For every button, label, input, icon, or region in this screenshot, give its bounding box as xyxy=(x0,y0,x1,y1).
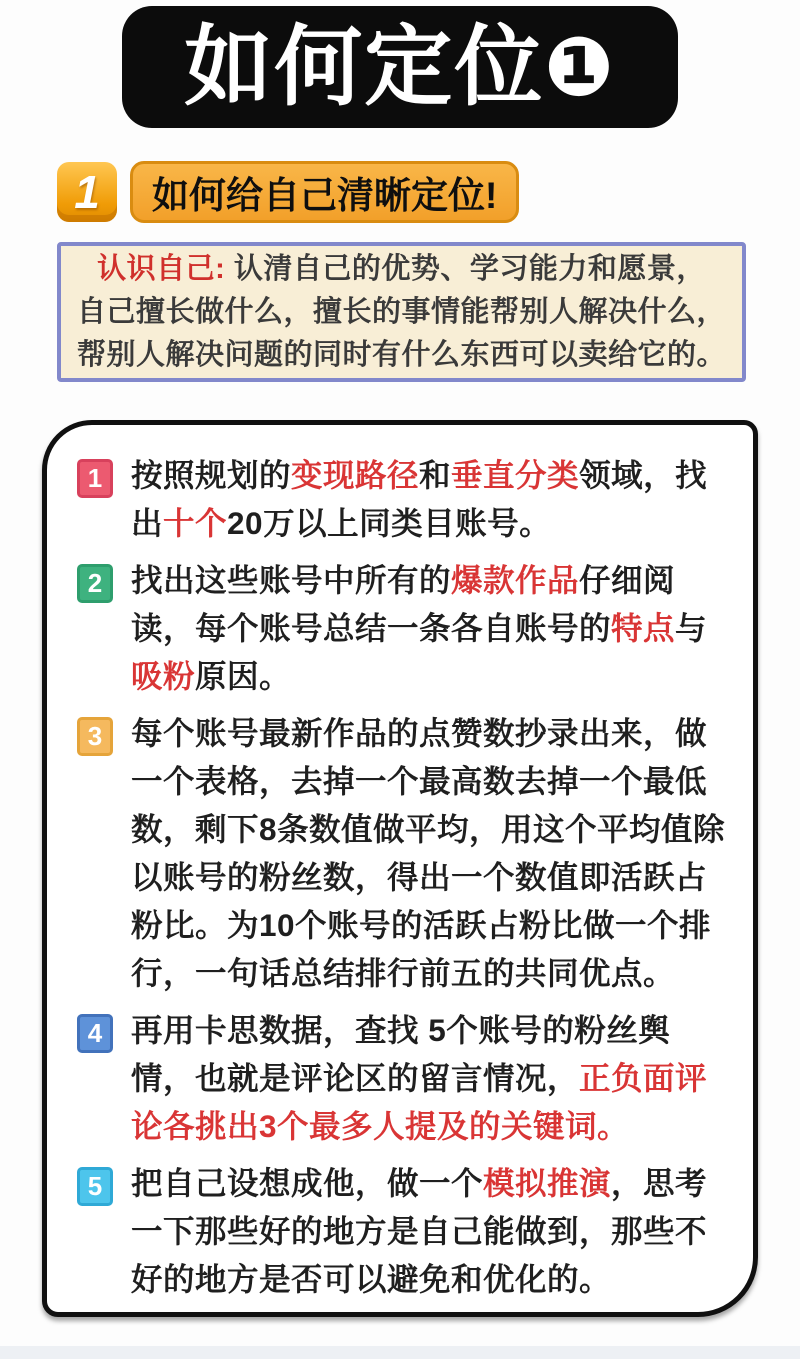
step-text-segment: 再用卡思数据，查找 5个账号的粉丝舆情，也就是评论区的留言情况， xyxy=(131,1012,671,1096)
section-heading-pill: 如何给自己清晰定位! xyxy=(130,161,519,223)
title-bar xyxy=(122,6,678,128)
know-yourself-box xyxy=(57,242,746,382)
circled-one-glyph: ❶ xyxy=(544,22,616,113)
step-text-highlight: 爆款作品 xyxy=(451,562,580,598)
step-text-highlight: 垂直分类 xyxy=(451,457,580,493)
step-number-badge: 5 xyxy=(77,1167,113,1206)
step-text-highlight: 十个 xyxy=(163,505,228,541)
step-number-badge: 1 xyxy=(77,459,113,498)
step-text-segment: 按照规划的 xyxy=(131,457,292,493)
step-text-segment: 领域，找出 xyxy=(131,457,708,541)
step-text-segment: 把自己设想成他，做一个 xyxy=(131,1165,484,1201)
step-text-segment: 找出这些账号中所有的 xyxy=(131,562,452,598)
step-item-4 xyxy=(77,1006,729,1150)
step-text-segment: 仔细阅读，每个账号总结一条各自账号的 xyxy=(131,562,676,646)
step-item-5 xyxy=(77,1159,729,1303)
steps-box xyxy=(42,420,758,1317)
step-text-highlight: 正负面评论各挑出3个最多人提及的关键词。 xyxy=(131,1060,708,1144)
step-text-highlight: 变现路径 xyxy=(291,457,420,493)
step-number-badge: 2 xyxy=(77,564,113,603)
step-item-3 xyxy=(77,709,729,997)
step-text xyxy=(131,1006,729,1150)
know-yourself-line-1 xyxy=(61,248,742,291)
section-heading-row xyxy=(57,161,519,223)
step-text-highlight: 特点 xyxy=(611,610,676,646)
step-text-segment: 20万以上同类目账号。 xyxy=(227,505,552,541)
know-yourself-label: 认识自己: xyxy=(97,252,226,285)
step-item-2 xyxy=(77,556,729,700)
bottom-strip xyxy=(0,1346,800,1359)
step-text-segment: 与 xyxy=(675,610,708,646)
step-number-badge: 4 xyxy=(77,1014,113,1053)
step-text-segment: 和 xyxy=(419,457,452,493)
page-title-text: 如何定位 xyxy=(184,17,545,116)
step-text xyxy=(131,1159,729,1303)
know-yourself-line-3: 帮别人解决问题的同时有什么东西可以卖给它的。 xyxy=(76,338,726,371)
step-text-segment: ，思考一下那些好的地方是自己能做到，那些不好的地方是否可以避免和优化的。 xyxy=(131,1165,708,1297)
step-text-segment: 每个账号最新作品的点赞数抄录出来，做一个表格，去掉一个最高数去掉一个最低数，剩下8条数值做平均，用这个平均值除以账号的粉丝数，得出一个数值即活跃占粉比。为10个账号的活跃占粉比做一个排行，一句话总结排行前五的共同优点。 xyxy=(131,715,726,991)
step-text xyxy=(131,451,729,547)
step-number-badge: 3 xyxy=(77,717,113,756)
know-yourself-line-1-text: 认清自己的优势、学习能力和愿景， xyxy=(225,252,706,285)
step-item-1 xyxy=(77,451,729,547)
step-text xyxy=(131,556,729,700)
step-text-highlight: 模拟推演 xyxy=(483,1165,612,1201)
step-text-segment: 原因。 xyxy=(195,658,292,694)
section-number-badge: 1 xyxy=(57,162,117,222)
page-title xyxy=(184,17,616,116)
step-text-highlight: 吸粉 xyxy=(131,658,196,694)
step-text xyxy=(131,709,729,997)
know-yourself-line-2: 自己擅长做什么，擅长的事情能帮别人解决什么， xyxy=(76,295,726,328)
